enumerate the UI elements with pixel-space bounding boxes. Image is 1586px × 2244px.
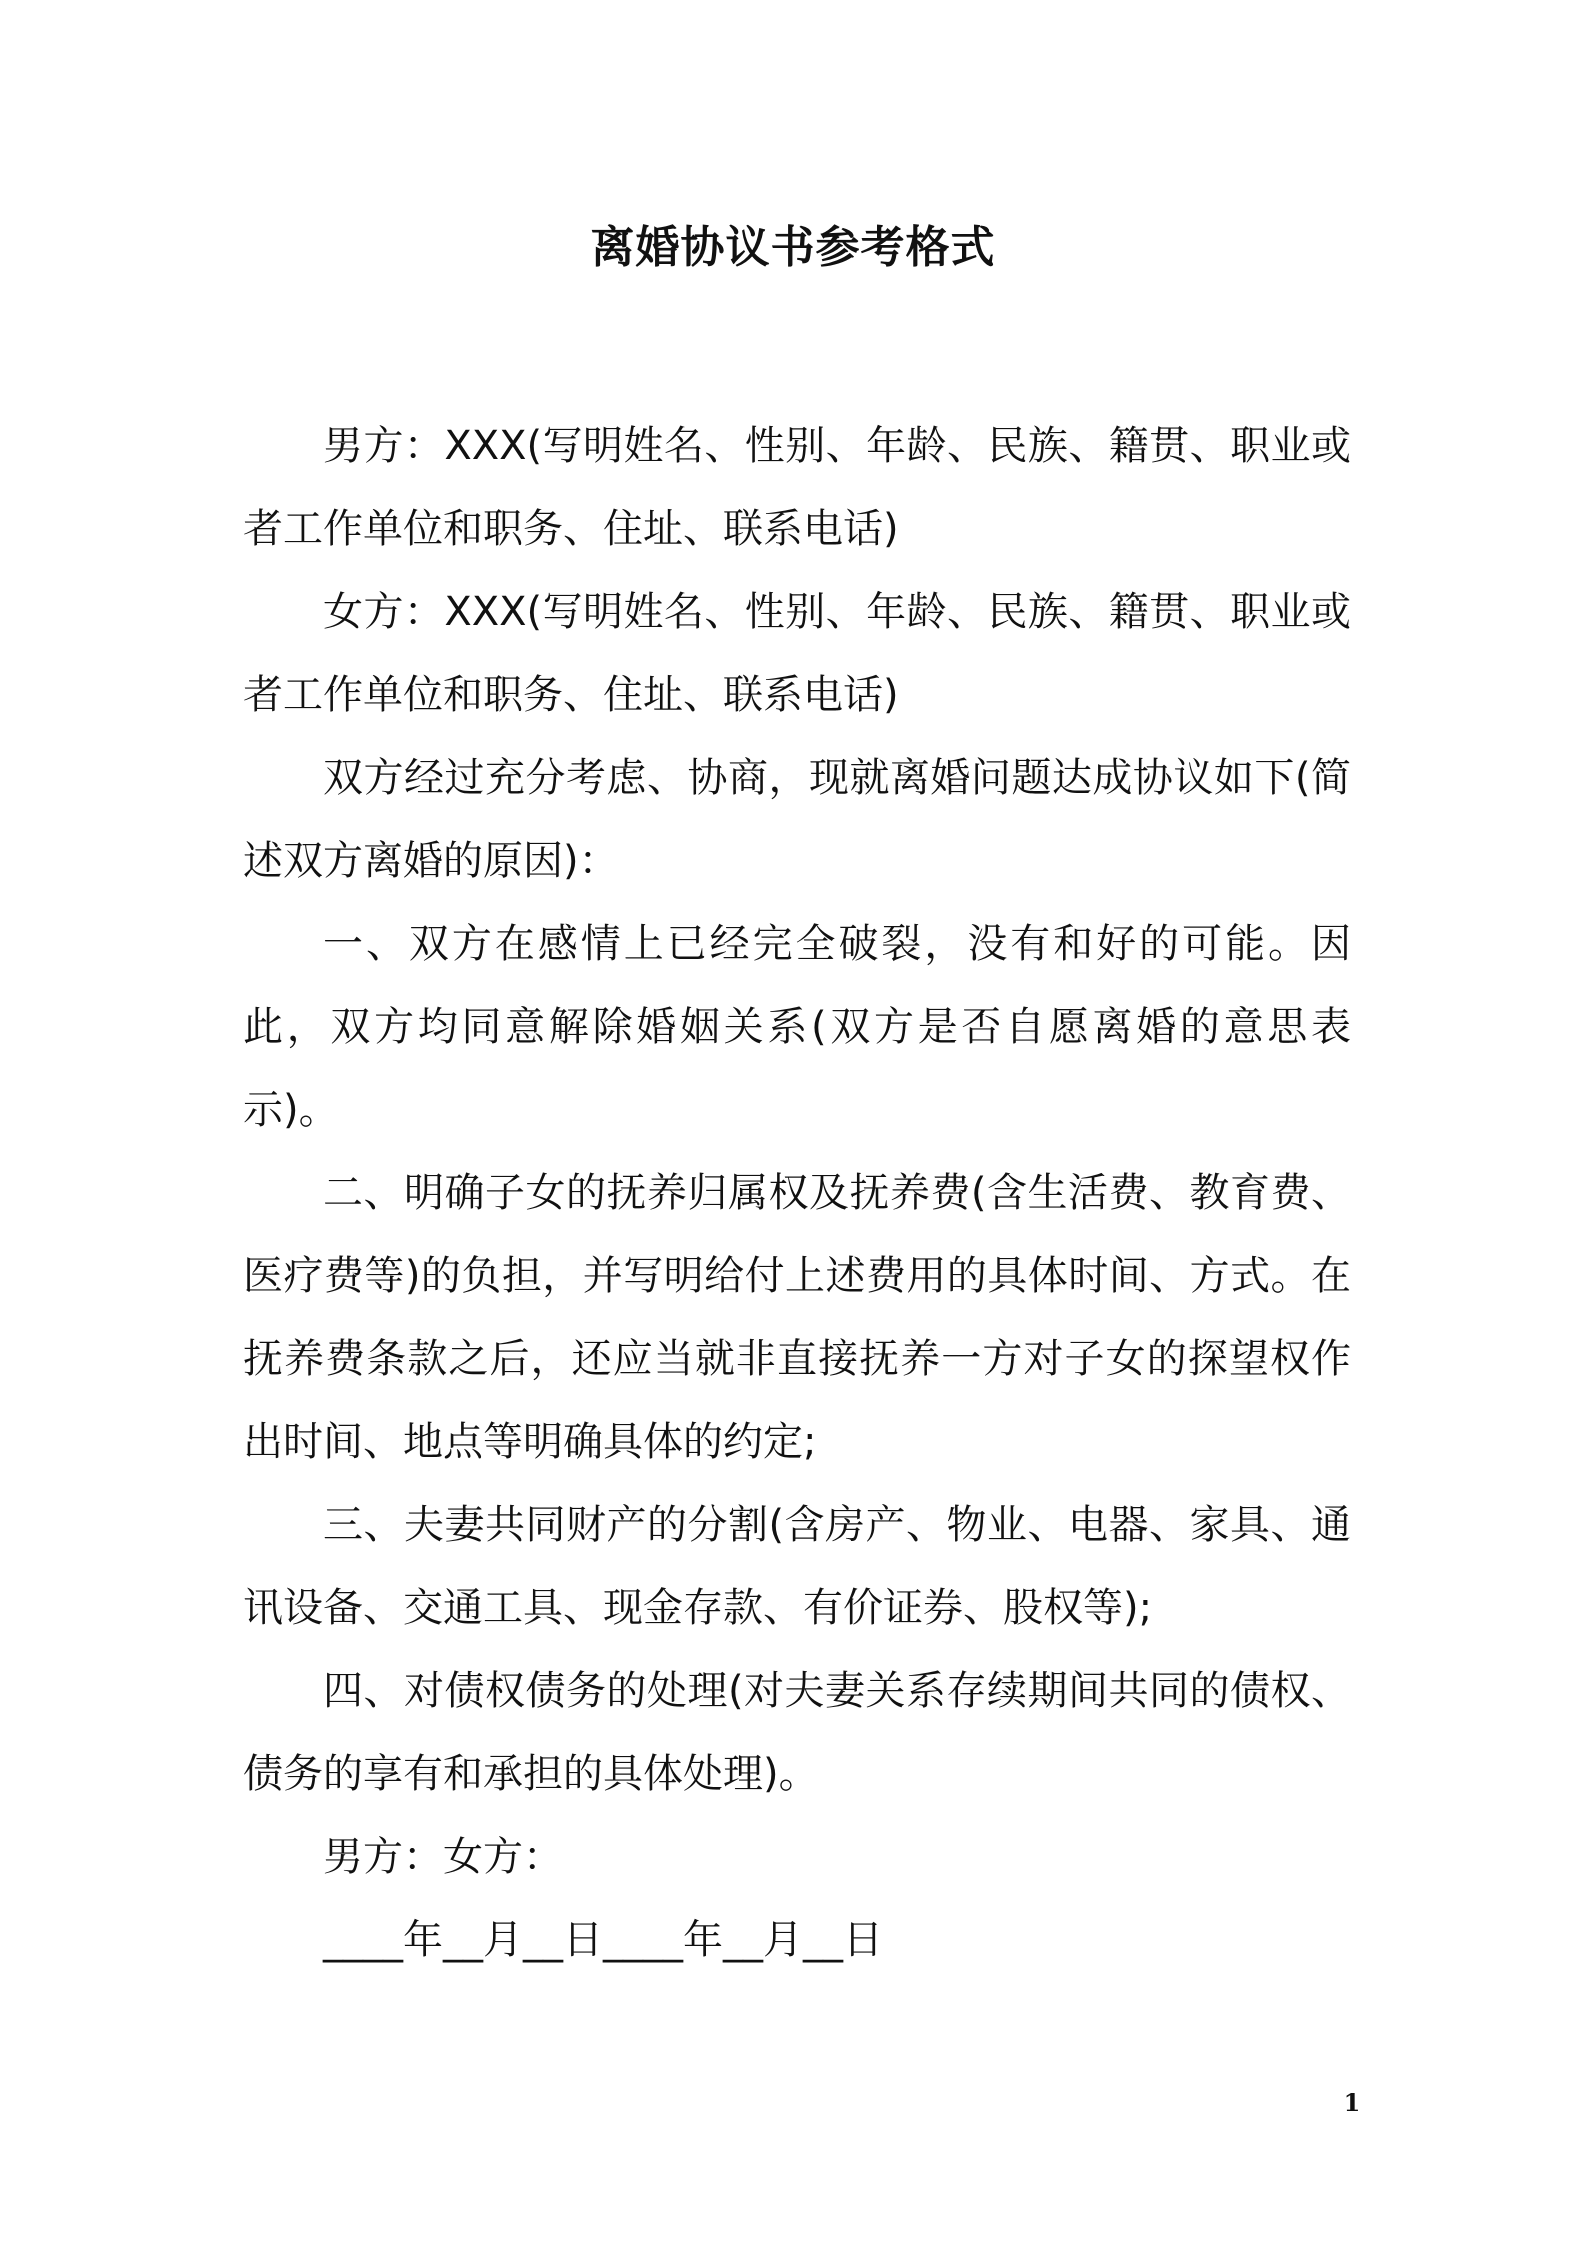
- document-body: [243, 405, 1351, 1982]
- paragraph-clause-4: 四、对债权债务的处理(对夫妻关系存续期间共同的债权、债务的享有和承担的具体处理)。: [243, 1668, 1351, 1797]
- paragraph-clause-2: 二、明确子女的抚养归属权及抚养费(含生活费、教育费、医疗费等)的负担，并写明给付上述费用的具体时间、方式。在抚养费条款之后，还应当就非直接抚养一方对子女的探望权作出时间、地点等明确具体的约定;: [243, 1170, 1351, 1465]
- paragraph-clause-3: 三、夫妻共同财产的分割(含房产、物业、电器、家具、通讯设备、交通工具、现金存款、有价证券、股权等);: [243, 1502, 1351, 1631]
- date-line: ____年__月__日____年__月__日: [323, 1917, 883, 1963]
- signature-line: 男方：女方：: [323, 1834, 563, 1880]
- paragraph-agreement-intro: 双方经过充分考虑、协商，现就离婚问题达成协议如下(简述双方离婚的原因)：: [243, 755, 1351, 884]
- document-title: 离婚协议书参考格式: [590, 222, 996, 273]
- page-number: 1: [1343, 2088, 1361, 2117]
- paragraph-husband-info: 男方：XXX(写明姓名、性别、年龄、民族、籍贯、职业或者工作单位和职务、住址、联系电话): [243, 423, 1351, 552]
- paragraph-wife-info: 女方：XXX(写明姓名、性别、年龄、民族、籍贯、职业或者工作单位和职务、住址、联系电话): [243, 589, 1351, 718]
- paragraph-clause-1: 一、双方在感情上已经完全破裂，没有和好的可能。因此，双方均同意解除婚姻关系(双方是否自愿离婚的意思表示)。: [243, 921, 1351, 1133]
